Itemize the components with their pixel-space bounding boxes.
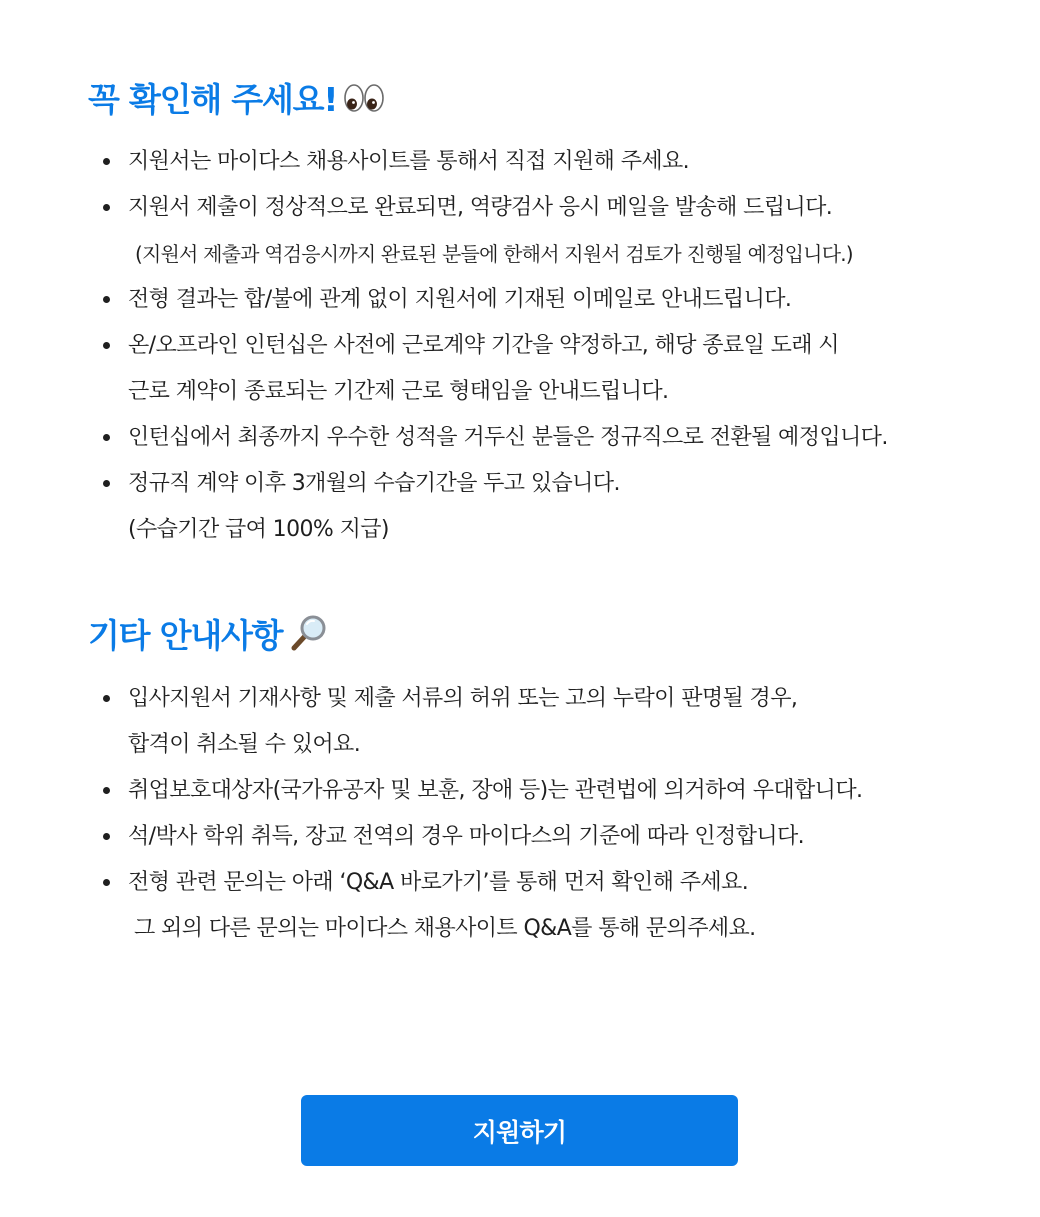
other-info-list	[88, 676, 988, 952]
other-info-item-text: 취업보호대상자(국가유공자 및 보훈, 장애 등)는 관련법에 의거하여 우대합니다.	[128, 778, 863, 803]
other-info-item-text: 석/박사 학위 취득, 장교 전역의 경우 마이다스의 기준에 따라 인정합니다.	[128, 824, 805, 849]
notice-item-text: 온/오프라인 인턴십은 사전에 근로계약 기간을 약정하고, 해당 종료일 도래 시	[128, 333, 839, 358]
notice-item-text: 전형 결과는 합/불에 관계 없이 지원서에 기재된 이메일로 안내드립니다.	[128, 287, 792, 312]
notice-item	[88, 415, 988, 461]
other-info-item	[88, 860, 988, 952]
notice-item-text: 정규직 계약 이후 3개월의 수습기간을 두고 있습니다.	[128, 471, 620, 496]
notice-item-subtext: (지원서 제출과 역검응시까지 완료된 분들에 한해서 지원서 검토가 진행될 예정입니다.)	[135, 242, 853, 266]
other-info-item-text: 입사지원서 기재사항 및 제출 서류의 허위 또는 고의 누락이 판명될 경우,	[128, 686, 798, 711]
other-info-item	[88, 768, 988, 814]
notice-item-text-continued: 근로 계약이 종료되는 기간제 근로 형태임을 안내드립니다.	[128, 379, 669, 404]
notice-title: 꼭 확인해 주세요!	[88, 79, 338, 119]
other-info-title: 기타 안내사항	[88, 615, 283, 655]
notice-item	[88, 139, 988, 185]
notice-item	[88, 323, 988, 415]
notice-section	[88, 72, 988, 553]
notice-list	[88, 139, 988, 553]
other-info-heading	[88, 608, 988, 658]
notice-item	[88, 277, 988, 323]
notice-item	[88, 185, 988, 277]
other-info-item	[88, 676, 988, 768]
eyes-icon	[343, 80, 385, 114]
apply-button[interactable]: 지원하기	[301, 1095, 738, 1166]
other-info-item-text-continued: 그 외의 다른 문의는 마이다스 채용사이트 Q&A를 통해 문의주세요.	[134, 916, 756, 941]
notice-item-text: 지원서 제출이 정상적으로 완료되면, 역량검사 응시 메일을 발송해 드립니다.	[128, 195, 833, 220]
other-info-section	[88, 608, 988, 952]
other-info-item-text: 전형 관련 문의는 아래 ‘Q&A 바로가기’를 통해 먼저 확인해 주세요.	[128, 870, 749, 895]
other-info-item-text-continued: 합격이 취소될 수 있어요.	[128, 732, 361, 757]
notice-item-text: 지원서는 마이다스 채용사이트를 통해서 직접 지원해 주세요.	[128, 149, 690, 174]
notice-item-text-continued: (수습기간 급여 100% 지급)	[128, 517, 389, 542]
notice-item	[88, 461, 988, 553]
magnifying-glass-icon	[288, 613, 330, 653]
notice-item-text: 인턴십에서 최종까지 우수한 성적을 거두신 분들은 정규직으로 전환될 예정입니다.	[128, 425, 888, 450]
notice-heading	[88, 72, 988, 122]
other-info-item	[88, 814, 988, 860]
